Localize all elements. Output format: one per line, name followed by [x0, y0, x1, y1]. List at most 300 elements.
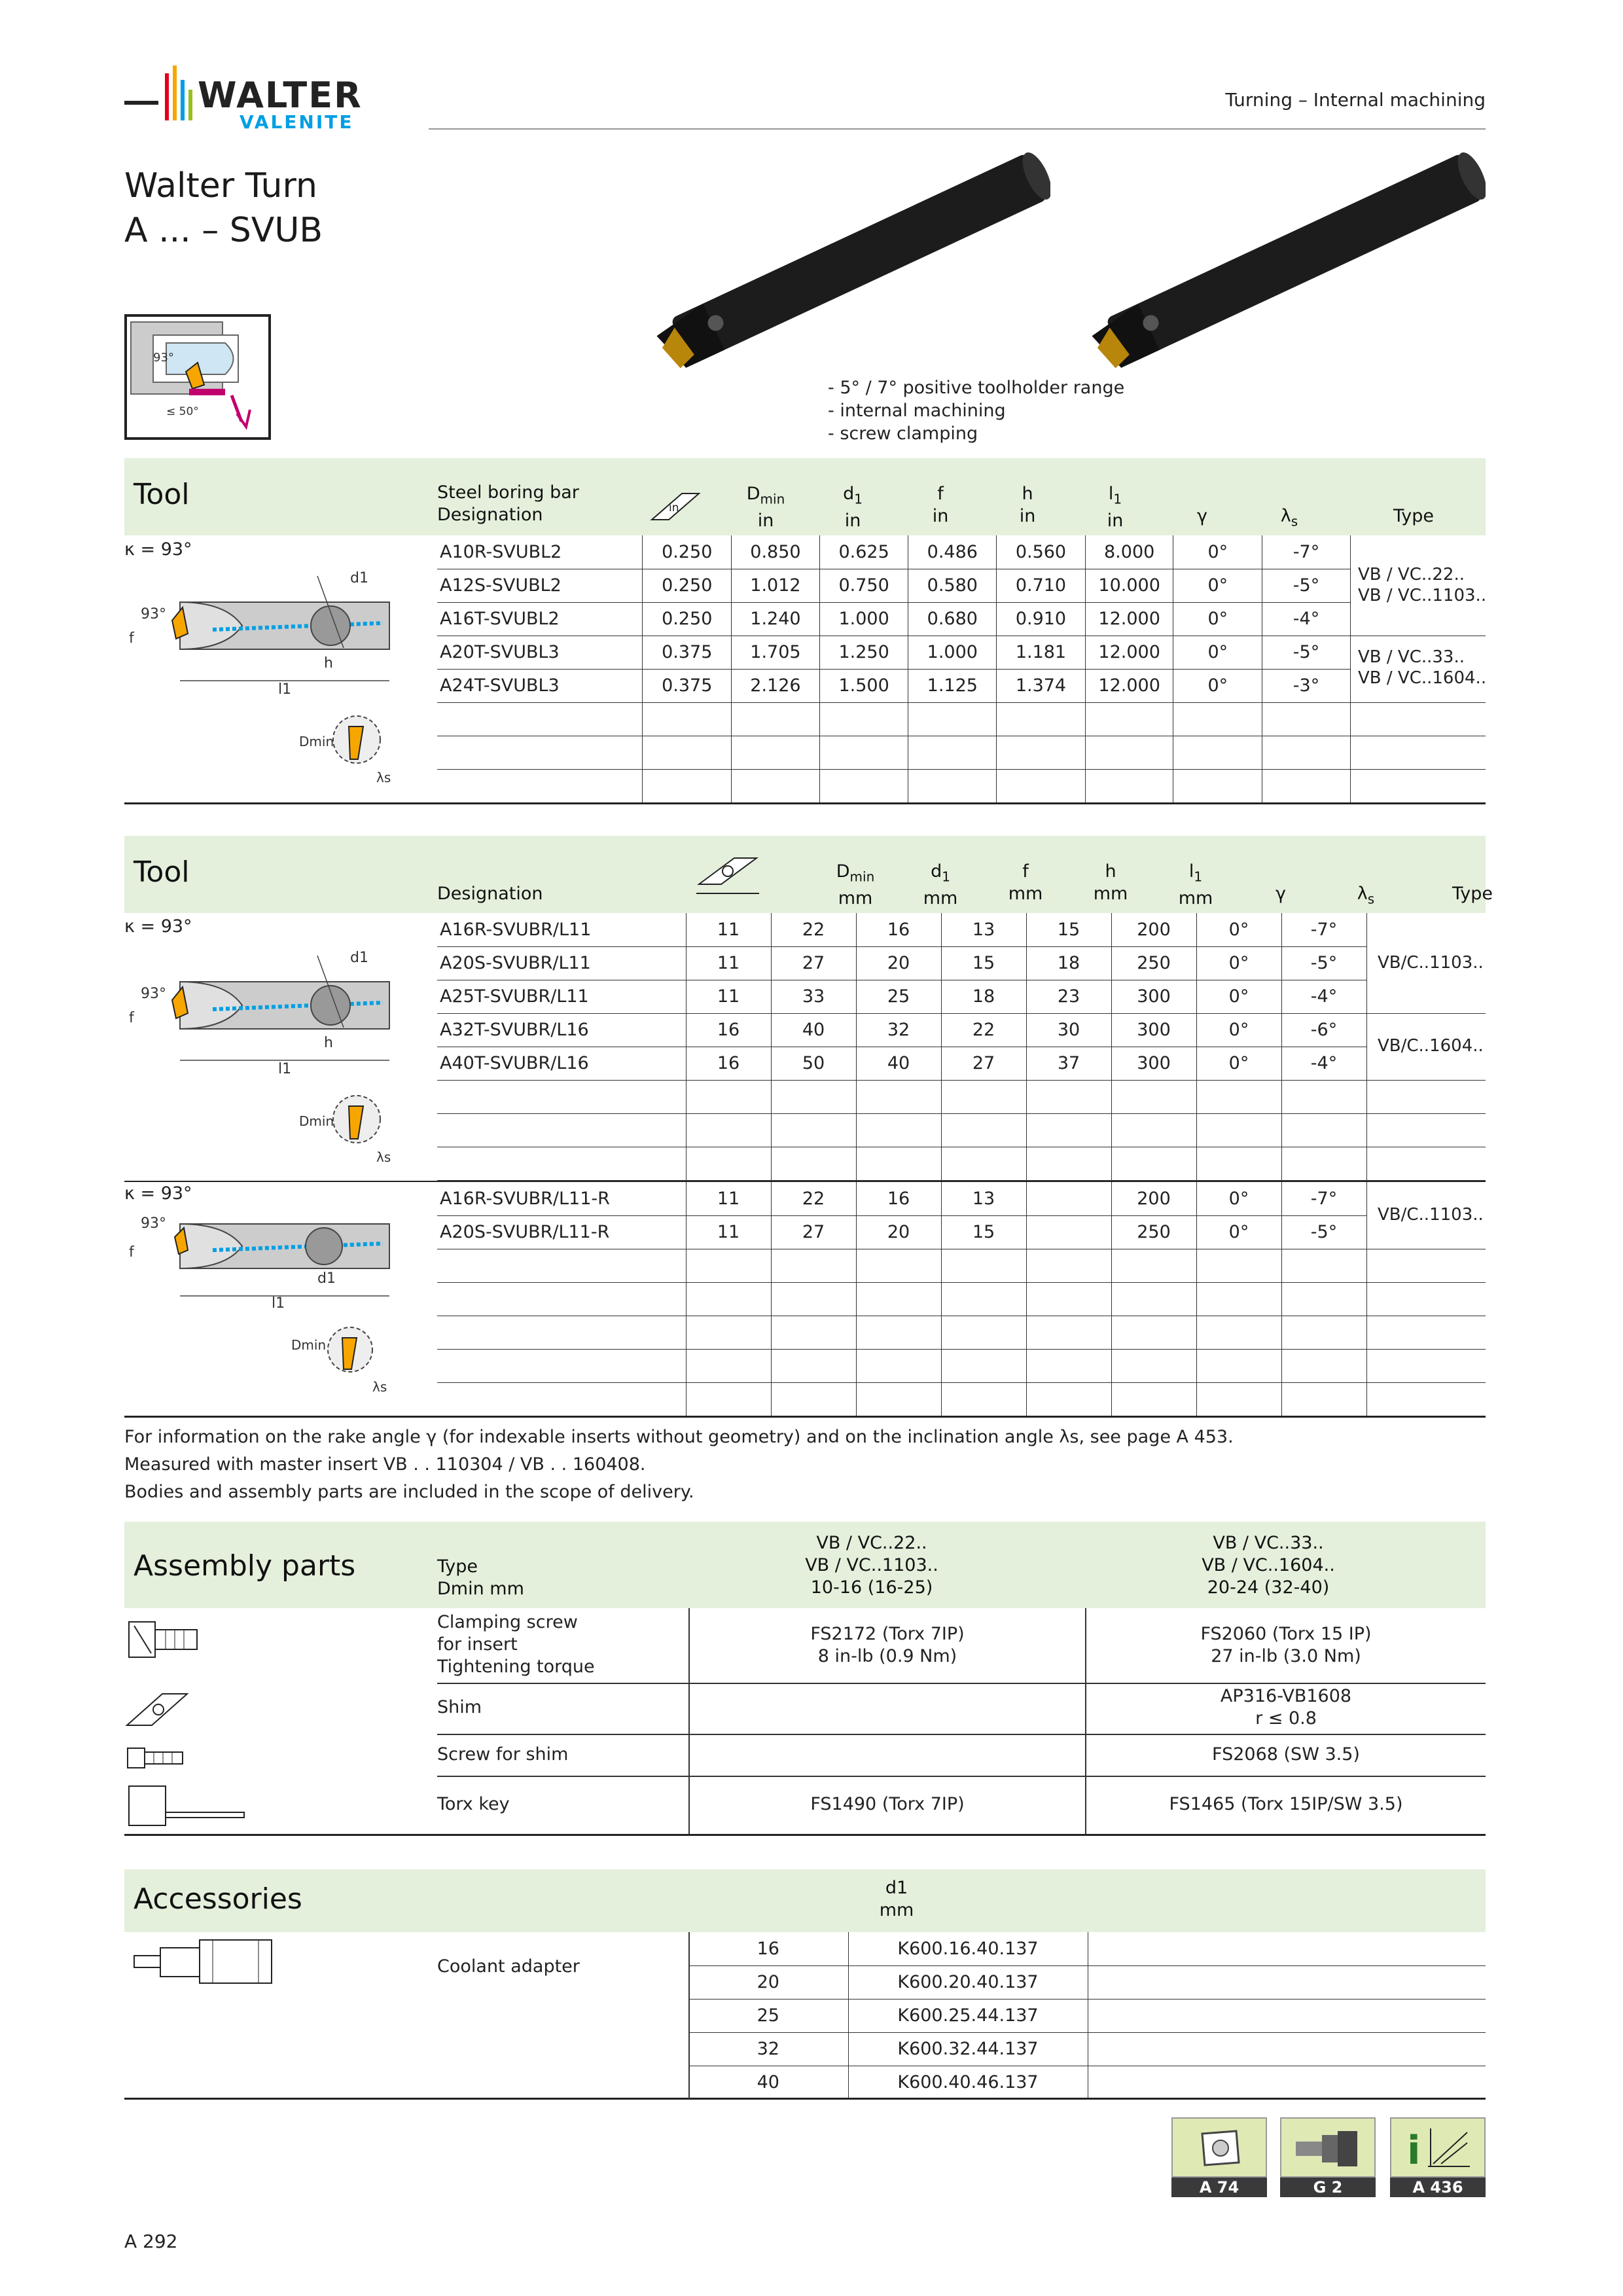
assembly-row-label: Shim	[437, 1697, 482, 1717]
value-cell: 0°	[1196, 980, 1281, 1013]
ref-label: G 2	[1280, 2178, 1376, 2197]
type-cell	[1350, 702, 1486, 736]
value-cell: 1.240	[732, 602, 820, 636]
value-cell	[1085, 736, 1173, 769]
value-cell: 15	[941, 1215, 1026, 1249]
designation-cell: A20S-SVUBR/L11-R	[437, 1215, 686, 1249]
value-cell: 8.000	[1085, 535, 1173, 569]
type-cell	[1366, 1249, 1486, 1282]
type-group-2: VB / VC..33.. VB / VC..1604..	[1358, 647, 1487, 688]
designation-header: Designation	[437, 884, 543, 904]
svg-text:d1: d1	[350, 950, 368, 966]
section-title-assembly: Assembly parts	[134, 1549, 356, 1583]
value-cell: 32	[856, 1013, 941, 1047]
value-cell: 0°	[1196, 1215, 1281, 1249]
shim-icon	[124, 1690, 190, 1732]
table-row	[688, 2066, 1486, 2099]
value-cell: -5°	[1262, 569, 1351, 602]
type-cell	[1366, 1282, 1486, 1316]
operation-icon	[124, 314, 271, 440]
assembly-col-1: VB / VC..22.. VB / VC..1103.. 10-16 (16-25)	[805, 1533, 938, 1598]
value-cell	[771, 1249, 856, 1282]
designation-cell	[437, 1382, 686, 1416]
part-number-cell: K600.25.44.137	[848, 1999, 1088, 2032]
value-cell	[1196, 1349, 1281, 1382]
designation-cell: A16R-SVUBR/L11-R	[437, 1182, 686, 1215]
value-cell: 11	[686, 1182, 771, 1215]
value-cell	[1196, 1316, 1281, 1349]
shim-screw-icon	[126, 1743, 185, 1774]
title-line-2: A ... – SVUB	[124, 211, 323, 250]
value-cell	[732, 736, 820, 769]
value-cell: 0°	[1196, 1182, 1281, 1215]
col-type: Type	[1393, 506, 1434, 526]
section-title-tool: Tool	[134, 855, 190, 889]
value-cell: 15	[941, 946, 1026, 980]
walter-valenite-logo	[124, 60, 399, 135]
value-cell	[1085, 702, 1173, 736]
designation-cell: A24T-SVUBL3	[437, 669, 643, 702]
svg-text:λs: λs	[376, 770, 391, 785]
value-cell	[819, 769, 908, 802]
value-cell: -7°	[1262, 535, 1351, 569]
designation-cell: A12S-SVUBL2	[437, 569, 643, 602]
value-cell: -5°	[1281, 1215, 1366, 1249]
table-row	[688, 1932, 1486, 1965]
value-cell: 200	[1111, 1182, 1196, 1215]
adapter-icon	[1280, 2117, 1376, 2178]
value-cell: -4°	[1281, 1047, 1366, 1080]
table-row-empty	[437, 1147, 1486, 1180]
value-cell	[732, 702, 820, 736]
value-cell: 20	[856, 1215, 941, 1249]
value-cell: 30	[1026, 1013, 1111, 1047]
value-cell: 22	[941, 1013, 1026, 1047]
empty-cell	[1088, 1932, 1486, 1965]
value-cell: 13	[941, 913, 1026, 946]
accessories-header	[124, 1869, 1486, 1932]
value-cell: 23	[1026, 980, 1111, 1013]
value-cell	[686, 1349, 771, 1382]
assembly-cell: FS2060 (Torx 15 IP) 27 in-lb (3.0 Nm)	[1200, 1624, 1372, 1666]
value-cell: 0°	[1173, 569, 1262, 602]
value-cell	[686, 1316, 771, 1349]
value-cell	[771, 1147, 856, 1180]
value-cell: 200	[1111, 913, 1196, 946]
info-chart-icon	[1390, 2117, 1486, 2178]
designation-cell: A16T-SVUBL2	[437, 602, 643, 636]
value-cell	[997, 769, 1086, 802]
value-cell: 1.125	[908, 669, 997, 702]
accessories-table	[688, 1932, 1486, 2100]
value-cell	[856, 1382, 941, 1416]
value-cell	[1173, 736, 1262, 769]
value-cell: -7°	[1281, 913, 1366, 946]
value-cell	[1262, 769, 1351, 802]
value-cell: 1.181	[997, 636, 1086, 669]
value-cell	[908, 702, 997, 736]
note: Measured with master insert VB . . 110304 / VB . . 160408.	[124, 1454, 646, 1475]
table-row	[437, 636, 1486, 669]
table-row	[437, 569, 1486, 602]
designation-cell	[437, 1113, 686, 1147]
value-cell	[941, 1316, 1026, 1349]
kappa-label: κ = 93°	[124, 916, 192, 937]
assembly-row-label: Clamping screw for insert Tightening torque	[437, 1612, 595, 1677]
value-cell	[856, 1147, 941, 1180]
value-cell: 16	[856, 913, 941, 946]
value-cell: 1.000	[819, 602, 908, 636]
metric-tool-table-r	[437, 1182, 1486, 1416]
table-row-empty	[437, 1249, 1486, 1282]
table-row	[437, 913, 1486, 946]
table-row-empty	[437, 1382, 1486, 1416]
value-cell: 250	[1111, 1215, 1196, 1249]
value-cell	[941, 1147, 1026, 1180]
svg-text:93°: 93°	[141, 986, 166, 1002]
type-cell	[1366, 913, 1486, 946]
value-cell: 1.500	[819, 669, 908, 702]
col-h: h in	[1019, 484, 1036, 526]
col-h: h mm	[1093, 861, 1128, 904]
value-cell: 0°	[1196, 1013, 1281, 1047]
svg-text:λs: λs	[372, 1379, 387, 1395]
footnotes	[124, 1424, 1234, 1506]
value-cell	[856, 1282, 941, 1316]
svg-text:f: f	[129, 1010, 134, 1026]
table-row	[437, 980, 1486, 1013]
svg-text:l1: l1	[278, 681, 292, 698]
divider	[688, 1932, 690, 2099]
value-cell: 300	[1111, 1013, 1196, 1047]
ref-label: A 74	[1171, 2178, 1267, 2197]
value-cell	[686, 1282, 771, 1316]
section-title-tool: Tool	[134, 478, 190, 511]
feature-item: - internal machining	[828, 401, 1006, 421]
value-cell	[856, 1249, 941, 1282]
value-cell	[1026, 1215, 1111, 1249]
assembly-cell: AP316-VB1608 r ≤ 0.8	[1220, 1686, 1352, 1729]
type-cell	[1366, 1349, 1486, 1382]
type-cell	[1350, 736, 1486, 769]
type-group-1: VB/C..1103..	[1378, 953, 1484, 973]
table-row	[437, 535, 1486, 569]
torx-key-icon	[128, 1784, 245, 1832]
col-lambda: $\lambda_s$	[1280, 506, 1298, 529]
designation-cell	[437, 1282, 686, 1316]
value-cell	[1026, 1113, 1111, 1147]
value-cell: 11	[686, 913, 771, 946]
value-cell	[686, 1113, 771, 1147]
value-cell	[643, 702, 732, 736]
designation-cell	[437, 1349, 686, 1382]
table-row-empty	[437, 736, 1486, 769]
value-cell: 15	[1026, 913, 1111, 946]
type-cell	[1350, 602, 1486, 636]
value-cell: 0°	[1173, 535, 1262, 569]
value-cell: 0.250	[643, 535, 732, 569]
tool-drawing-metric	[128, 936, 402, 1174]
value-cell: 18	[941, 980, 1026, 1013]
value-cell: 0.250	[643, 602, 732, 636]
table-row-empty	[437, 1080, 1486, 1113]
value-cell: -5°	[1281, 946, 1366, 980]
value-cell	[908, 769, 997, 802]
type-cell	[1366, 1316, 1486, 1349]
value-cell: 11	[686, 946, 771, 980]
value-cell	[856, 1080, 941, 1113]
designation-cell	[437, 1249, 686, 1282]
designation-cell	[437, 702, 643, 736]
divider	[437, 1776, 1486, 1777]
svg-text:l1: l1	[278, 1061, 292, 1077]
page-number: A 292	[124, 2231, 178, 2252]
value-cell	[1111, 1349, 1196, 1382]
designation-header: Steel boring bar Designation	[437, 482, 579, 525]
col-dmin: $D_{min}$ mm	[836, 861, 875, 909]
svg-text:93°: 93°	[141, 606, 166, 622]
value-cell: 11	[686, 1215, 771, 1249]
type-cell	[1366, 1080, 1486, 1113]
value-cell	[1173, 702, 1262, 736]
value-cell	[1026, 1249, 1111, 1282]
value-cell: 16	[856, 1182, 941, 1215]
category-label: Turning – Internal machining	[1225, 89, 1486, 111]
part-number-cell: K600.20.40.137	[848, 1965, 1088, 1999]
table-row-empty	[437, 1113, 1486, 1147]
value-cell	[1026, 1282, 1111, 1316]
ref-label: A 436	[1390, 2178, 1486, 2197]
value-cell	[1111, 1282, 1196, 1316]
value-cell	[1026, 1080, 1111, 1113]
value-cell	[1111, 1382, 1196, 1416]
value-cell: -3°	[1262, 669, 1351, 702]
col-d1: $d_1$ in	[843, 484, 863, 531]
ref-insert[interactable]	[1171, 2117, 1267, 2197]
value-cell: 0°	[1173, 669, 1262, 702]
value-cell: 0°	[1196, 913, 1281, 946]
col-gamma: γ	[1275, 884, 1286, 904]
d1-cell: 40	[688, 2066, 848, 2099]
empty-cell	[1088, 1999, 1486, 2032]
assembly-cell: FS2172 (Torx 7IP) 8 in-lb (0.9 Nm)	[810, 1624, 965, 1666]
table-row	[437, 602, 1486, 636]
value-cell: 1.000	[908, 636, 997, 669]
value-cell	[1196, 1249, 1281, 1282]
table-row-empty	[437, 1316, 1486, 1349]
value-cell	[1111, 1147, 1196, 1180]
value-cell	[1026, 1316, 1111, 1349]
d1-cell: 32	[688, 2032, 848, 2066]
section-rule	[124, 802, 1486, 804]
feature-item: - screw clamping	[828, 423, 978, 444]
section-rule	[124, 1834, 1486, 1836]
designation-cell: A10R-SVUBL2	[437, 535, 643, 569]
value-cell	[1262, 736, 1351, 769]
col-lambda: $\lambda_s$	[1357, 884, 1375, 907]
value-cell: 33	[771, 980, 856, 1013]
value-cell	[1111, 1080, 1196, 1113]
value-cell: 250	[1111, 946, 1196, 980]
value-cell	[856, 1349, 941, 1382]
value-cell	[819, 702, 908, 736]
value-cell: 0°	[1173, 602, 1262, 636]
table-row-empty	[437, 1349, 1486, 1382]
value-cell	[941, 1282, 1026, 1316]
value-cell	[1196, 1282, 1281, 1316]
value-cell: 0.625	[819, 535, 908, 569]
value-cell	[856, 1113, 941, 1147]
value-cell	[941, 1249, 1026, 1282]
svg-text:f: f	[129, 1244, 134, 1261]
value-cell: 1.374	[997, 669, 1086, 702]
table-row-empty	[437, 702, 1486, 736]
logo-subwordmark: VALENITE	[240, 111, 354, 133]
value-cell	[771, 1113, 856, 1147]
value-cell	[1281, 1349, 1366, 1382]
value-cell	[1026, 1382, 1111, 1416]
value-cell	[1281, 1282, 1366, 1316]
col-d1: d1 mm	[879, 1878, 914, 1920]
svg-text:Dmin: Dmin	[291, 1337, 327, 1353]
type-group-1: VB / VC..22.. VB / VC..1103..	[1358, 565, 1487, 605]
value-cell: -7°	[1281, 1182, 1366, 1215]
value-cell: 13	[941, 1182, 1026, 1215]
value-cell: -6°	[1281, 1013, 1366, 1047]
coolant-adapter-icon	[128, 1936, 285, 1991]
value-cell: 50	[771, 1047, 856, 1080]
divider	[437, 1734, 1486, 1735]
designation-cell: A40T-SVUBR/L16	[437, 1047, 686, 1080]
assembly-header	[124, 1522, 1486, 1608]
value-cell: 11	[686, 980, 771, 1013]
assembly-cell: FS1490 (Torx 7IP)	[810, 1794, 965, 1814]
table-row	[437, 669, 1486, 702]
type-cell	[1366, 1113, 1486, 1147]
value-cell: 37	[1026, 1047, 1111, 1080]
table-row	[437, 946, 1486, 980]
table-row	[437, 1215, 1486, 1249]
col-type: Type	[1452, 884, 1493, 904]
value-cell: 1.705	[732, 636, 820, 669]
value-cell: 0°	[1196, 946, 1281, 980]
value-cell	[941, 1113, 1026, 1147]
d1-cell: 20	[688, 1965, 848, 1999]
table-row	[688, 1999, 1486, 2032]
section-title-accessories: Accessories	[134, 1882, 302, 1916]
col-l1: $l_1$ in	[1107, 484, 1124, 531]
designation-cell	[437, 1080, 686, 1113]
d1-cell: 25	[688, 1999, 848, 2032]
empty-cell	[1088, 2066, 1486, 2099]
value-cell	[1196, 1080, 1281, 1113]
feature-list	[828, 376, 1124, 445]
value-cell	[1281, 1147, 1366, 1180]
value-cell: 2.126	[732, 669, 820, 702]
value-cell: 16	[686, 1047, 771, 1080]
value-cell: 16	[686, 1013, 771, 1047]
svg-text:Dmin: Dmin	[299, 734, 334, 749]
value-cell	[997, 702, 1086, 736]
value-cell	[941, 1382, 1026, 1416]
value-cell: 10.000	[1085, 569, 1173, 602]
insert-icon	[1171, 2117, 1267, 2178]
col-gamma: γ	[1197, 506, 1207, 526]
designation-cell: A20T-SVUBL3	[437, 636, 643, 669]
page-title	[124, 164, 323, 253]
tool-drawing-metric-r	[128, 1204, 402, 1403]
value-cell: 40	[771, 1013, 856, 1047]
designation-cell	[437, 1147, 686, 1180]
svg-text:Dmin: Dmin	[299, 1113, 334, 1129]
section-rule	[124, 1416, 1486, 1418]
value-cell: 0.486	[908, 535, 997, 569]
divider	[437, 1683, 1486, 1684]
designation-cell: A16R-SVUBR/L11	[437, 913, 686, 946]
value-cell: -5°	[1262, 636, 1351, 669]
value-cell: 0.560	[997, 535, 1086, 569]
value-cell: 12.000	[1085, 669, 1173, 702]
designation-cell	[437, 1316, 686, 1349]
type-cell	[1366, 1147, 1486, 1180]
type-group-2: VB/C..1604..	[1378, 1036, 1484, 1056]
col-l1: $l_1$ mm	[1178, 861, 1213, 909]
table-row	[688, 1965, 1486, 1999]
assembly-cell: FS2068 (SW 3.5)	[1212, 1744, 1360, 1765]
value-cell: 0.580	[908, 569, 997, 602]
value-cell	[941, 1349, 1026, 1382]
value-cell	[1262, 702, 1351, 736]
value-cell	[941, 1080, 1026, 1113]
table-row	[437, 1013, 1486, 1047]
value-cell	[997, 736, 1086, 769]
title-line-1: Walter Turn	[124, 166, 317, 206]
value-cell: 40	[856, 1047, 941, 1080]
value-cell: 1.250	[819, 636, 908, 669]
type-cell	[1366, 980, 1486, 1013]
d1-cell: 16	[688, 1932, 848, 1965]
value-cell: 22	[771, 913, 856, 946]
value-cell	[1026, 1147, 1111, 1180]
svg-text:d1: d1	[350, 570, 368, 586]
ref-adapter[interactable]	[1280, 2117, 1376, 2197]
svg-text:l1: l1	[272, 1295, 285, 1312]
value-cell	[1085, 769, 1173, 802]
designation-cell: A20S-SVUBR/L11	[437, 946, 686, 980]
value-cell: 18	[1026, 946, 1111, 980]
value-cell	[856, 1316, 941, 1349]
value-cell	[1026, 1182, 1111, 1215]
value-cell	[1111, 1113, 1196, 1147]
designation-cell: A32T-SVUBR/L16	[437, 1013, 686, 1047]
value-cell: 0.250	[643, 569, 732, 602]
table-row-empty	[437, 1282, 1486, 1316]
value-cell: 0.750	[819, 569, 908, 602]
value-cell	[732, 769, 820, 802]
value-cell: 300	[1111, 980, 1196, 1013]
part-number-cell: K600.16.40.137	[848, 1932, 1088, 1965]
type-group-1: VB/C..1103..	[1378, 1205, 1484, 1225]
kappa-label: κ = 93°	[124, 539, 192, 560]
svg-text:d1: d1	[317, 1270, 336, 1287]
value-cell	[1173, 769, 1262, 802]
table-row	[437, 1047, 1486, 1080]
type-cell	[1366, 1382, 1486, 1416]
value-cell	[686, 1080, 771, 1113]
part-number-cell: K600.32.44.137	[848, 2032, 1088, 2066]
ref-info[interactable]	[1390, 2117, 1486, 2197]
value-cell	[643, 769, 732, 802]
